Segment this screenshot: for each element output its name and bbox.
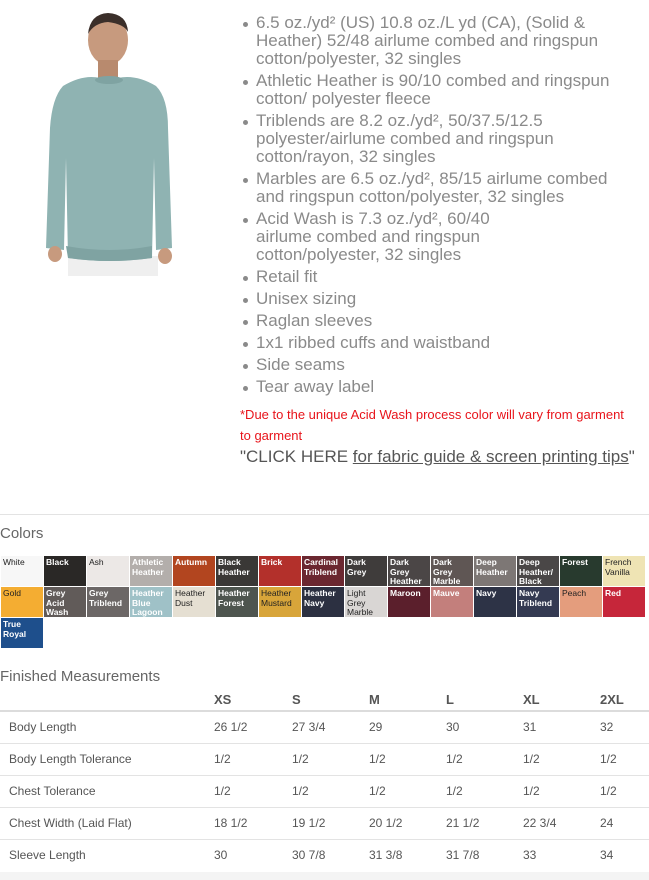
color-swatch[interactable]: Forest xyxy=(560,556,602,586)
cell-value: 31 3/8 xyxy=(369,848,403,863)
measurements-table xyxy=(0,689,649,871)
feature-item: Unisex sizing xyxy=(238,290,638,308)
cell-value: 1/2 xyxy=(523,775,600,807)
cell-value: 1/2 xyxy=(446,743,523,775)
color-swatch[interactable]: Navy Triblend xyxy=(517,587,559,617)
size-header: L xyxy=(446,689,523,711)
feature-item: Acid Wash is 7.3 oz./yd², 60/40 airlume combed and ringspun cotton/polyester, 32 singles xyxy=(238,210,508,264)
feature-item: Tear away label xyxy=(238,378,638,396)
color-swatch[interactable]: Dark Grey Heather xyxy=(388,556,430,586)
color-swatch[interactable]: Autumn xyxy=(173,556,215,586)
size-header: S xyxy=(292,689,369,711)
color-swatch[interactable]: Grey Acid Wash xyxy=(44,587,86,617)
cell-value: 30 xyxy=(214,848,228,863)
cell-value: 1/2 xyxy=(214,743,292,775)
color-swatch[interactable]: Heather Blue Lagoon xyxy=(130,587,172,617)
color-swatch[interactable]: Navy xyxy=(474,587,516,617)
feature-list xyxy=(238,14,638,396)
cell-value: 33 xyxy=(523,848,537,863)
size-header-row xyxy=(0,689,649,711)
size-header: 2XL xyxy=(600,689,649,711)
product-image xyxy=(28,8,193,276)
color-swatch[interactable]: Heather Navy xyxy=(302,587,344,617)
color-swatch[interactable]: Dark Grey xyxy=(345,556,387,586)
size-header: XL xyxy=(523,689,600,711)
cell-value: 1/2 xyxy=(214,775,292,807)
row-label: Chest Tolerance xyxy=(0,775,214,807)
color-swatch[interactable]: French Vanilla xyxy=(603,556,645,586)
section-divider xyxy=(0,514,649,515)
cta-prefix: "CLICK HERE xyxy=(240,447,353,466)
color-swatch[interactable]: Black xyxy=(44,556,86,586)
color-swatch[interactable]: Gold xyxy=(1,587,43,617)
color-swatch[interactable]: Heather Dust xyxy=(173,587,215,617)
cell-value: 26 1/2 xyxy=(214,711,292,743)
corner-cell xyxy=(0,689,214,711)
color-swatch[interactable]: Athletic Heather xyxy=(130,556,172,586)
table-row xyxy=(0,839,649,871)
cell-value: 1/2 xyxy=(600,775,649,807)
feature-item: 6.5 oz./yd² (US) 10.8 oz./L yd (CA), (Solid & Heather) 52/48 airlume combed and ringspun cotton/polyester, 32 singles xyxy=(238,14,638,68)
cell-value: 30 7/8 xyxy=(292,848,326,863)
feature-item: Athletic Heather is 90/10 combed and ringspun cotton/ polyester fleece xyxy=(238,72,638,108)
cell-value: 32 xyxy=(600,711,649,743)
row-label: Chest Width (Laid Flat) xyxy=(0,807,214,839)
cell-value: 1/2 xyxy=(369,743,446,775)
cell-value: 31 7/8 xyxy=(446,848,480,863)
color-swatch[interactable]: Deep Heather xyxy=(474,556,516,586)
cell-value: 19 1/2 xyxy=(292,807,369,839)
cell-value: 1/2 xyxy=(600,743,649,775)
cell-value: 18 1/2 xyxy=(214,807,292,839)
row-label: Body Length Tolerance xyxy=(0,743,214,775)
feature-item: Raglan sleeves xyxy=(238,312,638,330)
color-swatch[interactable]: Maroon xyxy=(388,587,430,617)
cell-value: 22 3/4 xyxy=(523,807,600,839)
size-header: XS xyxy=(214,689,292,711)
feature-item: 1x1 ribbed cuffs and waistband xyxy=(238,334,638,352)
cell-value: 27 3/4 xyxy=(292,711,369,743)
cell-value: 1/2 xyxy=(292,743,369,775)
color-swatch[interactable]: Ash xyxy=(87,556,129,586)
color-swatch[interactable]: True Royal xyxy=(1,618,43,648)
product-features xyxy=(238,14,638,467)
cell-value: 24 xyxy=(600,807,649,839)
fabric-guide-link[interactable]: for fabric guide & screen printing tips xyxy=(352,447,629,466)
cell-value: 34 xyxy=(600,848,614,863)
color-swatch[interactable]: Brick xyxy=(259,556,301,586)
cell-value: 20 1/2 xyxy=(369,807,446,839)
row-label: Body Length xyxy=(0,711,214,743)
color-swatch[interactable]: Deep Heather/ Black xyxy=(517,556,559,586)
colors-heading: Colors xyxy=(0,525,44,542)
color-swatch[interactable]: White xyxy=(1,556,43,586)
row-label: Sleeve Length xyxy=(9,848,86,863)
color-swatch-grid xyxy=(1,556,645,648)
color-swatch[interactable]: Red xyxy=(603,587,645,617)
cell-value: 1/2 xyxy=(523,743,600,775)
color-swatch[interactable]: Heather Mustard xyxy=(259,587,301,617)
color-swatch[interactable]: Heather Forest xyxy=(216,587,258,617)
cell-value: 31 xyxy=(523,711,600,743)
size-header: M xyxy=(369,689,446,711)
cell-value: 30 xyxy=(446,711,523,743)
cell-value: 29 xyxy=(369,711,446,743)
page-footer-strip xyxy=(0,872,649,880)
feature-item: Triblends are 8.2 oz./yd², 50/37.5/12.5 polyester/airlume combed and ringspun cotton/rayon, 32 singles xyxy=(238,112,638,166)
table-row xyxy=(0,775,649,807)
table-row xyxy=(0,807,649,839)
fabric-guide-cta xyxy=(238,447,638,467)
measurements-heading: Finished Measurements xyxy=(0,668,161,685)
cell-value: 21 1/2 xyxy=(446,807,523,839)
color-swatch[interactable]: Light Grey Marble xyxy=(345,587,387,617)
acid-wash-note: *Due to the unique Acid Wash process color will vary from garment to garment xyxy=(240,407,624,443)
table-row xyxy=(0,711,649,743)
color-swatch[interactable]: Peach xyxy=(560,587,602,617)
color-swatch[interactable]: Cardinal Triblend xyxy=(302,556,344,586)
color-swatch[interactable]: Mauve xyxy=(431,587,473,617)
feature-item: Retail fit xyxy=(238,268,638,286)
cell-value: 1/2 xyxy=(369,775,446,807)
color-swatch[interactable]: Dark Grey Marble xyxy=(431,556,473,586)
table-row xyxy=(0,743,649,775)
color-swatch[interactable]: Black Heather xyxy=(216,556,258,586)
feature-item: Side seams xyxy=(238,356,638,374)
cell-value: 1/2 xyxy=(292,775,369,807)
cell-value: 1/2 xyxy=(446,775,523,807)
feature-item: Marbles are 6.5 oz./yd², 85/15 airlume combed and ringspun cotton/polyester, 32 singles xyxy=(238,170,638,206)
cta-suffix: " xyxy=(628,447,635,466)
color-swatch[interactable]: Grey Triblend xyxy=(87,587,129,617)
